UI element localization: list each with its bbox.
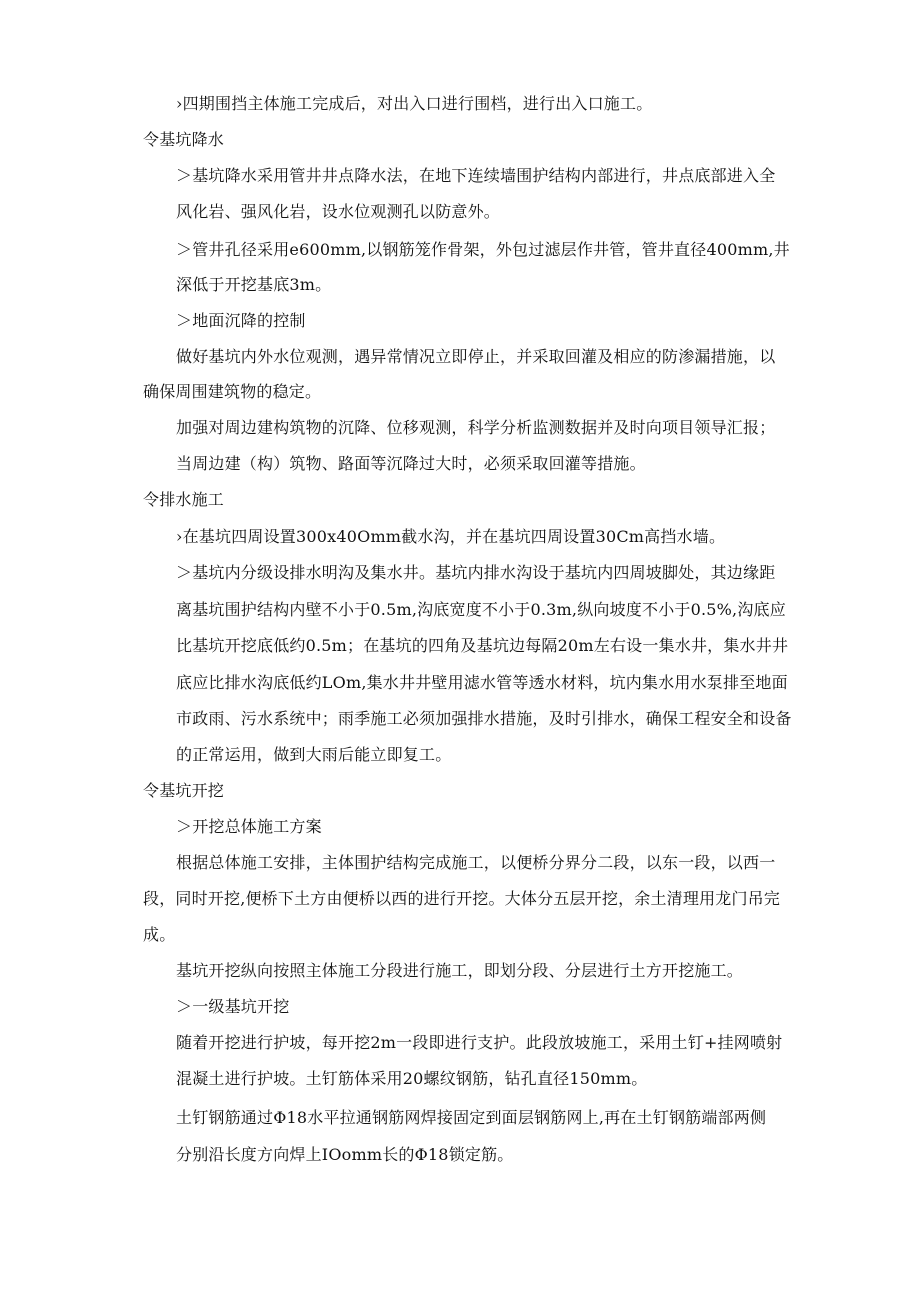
text-line-15: 离基坑围护结构内壁不小于0.5m,沟底宽度不小于0.3m,纵向坡度不小于0.5%,沟底应: [176, 600, 786, 619]
text-line-27: 随着开挖进行护坡，每开挖2m一段即进行支护。此段放坡施工，采用土钉+挂网喷射: [176, 1033, 783, 1052]
text-line-28: 混凝土进行护坡。土钉筋体采用20螺纹钢筋，钻孔直径150mm。: [176, 1069, 648, 1088]
text-line-6: 深低于开挖基底3m。: [176, 275, 332, 294]
text-line-30: 分别沿长度方向焊上IOomm长的Φ18锁定筋。: [176, 1145, 514, 1164]
section-heading-dewatering: 令基坑降水: [143, 130, 225, 149]
section-heading-excavation: 令基坑开挖: [143, 781, 225, 800]
text-line-13: ›在基坑四周设置300x40Omm截水沟，并在基坑四周设置30Cm高挡水墙。: [176, 527, 726, 546]
text-line-23: 段，同时开挖,便桥下土方由便桥以西的进行开挖。大体分五层开挖，余土清理用龙门吊完: [143, 889, 781, 908]
subheading-excavation-plan: ＞开挖总体施工方案: [176, 817, 322, 836]
text-line-1: ›四期围挡主体施工完成后，对出入口进行围档，进行出入口施工。: [176, 94, 653, 113]
text-line-17: 底应比排水沟底低约LOm,集水井井壁用滤水管等透水材料，坑内集水用水泵排至地面: [176, 673, 788, 692]
text-line-22: 根据总体施工安排，主体围护结构完成施工，以便桥分界分二段，以东一段，以西一: [176, 853, 776, 872]
text-line-9: 确保周围建筑物的稳定。: [143, 382, 322, 401]
text-line-29: 土钉钢筋通过Φ18水平拉通钢筋网焊接固定到面层钢筋网上,再在土钉钢筋端部两侧: [176, 1108, 767, 1127]
text-line-11: 当周边建（构）筑物、路面等沉降过大时，必须采取回灌等措施。: [176, 454, 646, 473]
text-line-10: 加强对周边建构筑物的沉降、位移观测，科学分析监测数据并及时向项目领导汇报；: [176, 418, 776, 437]
text-line-16: 比基坑开挖底低约0.5m；在基坑的四角及基坑边每隔20m左右设一集水井，集水井井: [176, 636, 789, 655]
text-line-8: 做好基坑内外水位观测，遇异常情况立即停止，并采取回灌及相应的防渗漏措施，以: [176, 347, 776, 366]
text-line-4: 风化岩、强风化岩，设水位观测孔以防意外。: [176, 202, 501, 221]
text-line-25: 基坑开挖纵向按照主体施工分段进行施工，即划分段、分层进行土方开挖施工。: [176, 961, 744, 980]
text-line-3: ＞基坑降水采用管井井点降水法，在地下连续墙围护结构内部进行，井点底部进入全: [176, 166, 776, 185]
text-line-14: ＞基坑内分级设排水明沟及集水井。基坑内排水沟设于基坑内四周坡脚处，其边缘距: [176, 563, 776, 582]
subheading-level-one-excavation: ＞一级基坑开挖: [176, 997, 290, 1016]
text-line-5: ＞管井孔径采用e600mm,以钢筋笼作骨架，外包过滤层作井管，管井直径400mm,井: [176, 240, 790, 259]
subheading-ground-settlement: ＞地面沉降的控制: [176, 311, 306, 330]
text-line-18: 市政雨、污水系统中；雨季施工必须加强排水措施，及时引排水，确保工程安全和设备: [176, 709, 792, 728]
text-line-24: 成。: [143, 925, 176, 944]
text-line-19: 的正常运用，做到大雨后能立即复工。: [176, 745, 452, 764]
section-heading-drainage: 令排水施工: [143, 490, 225, 509]
